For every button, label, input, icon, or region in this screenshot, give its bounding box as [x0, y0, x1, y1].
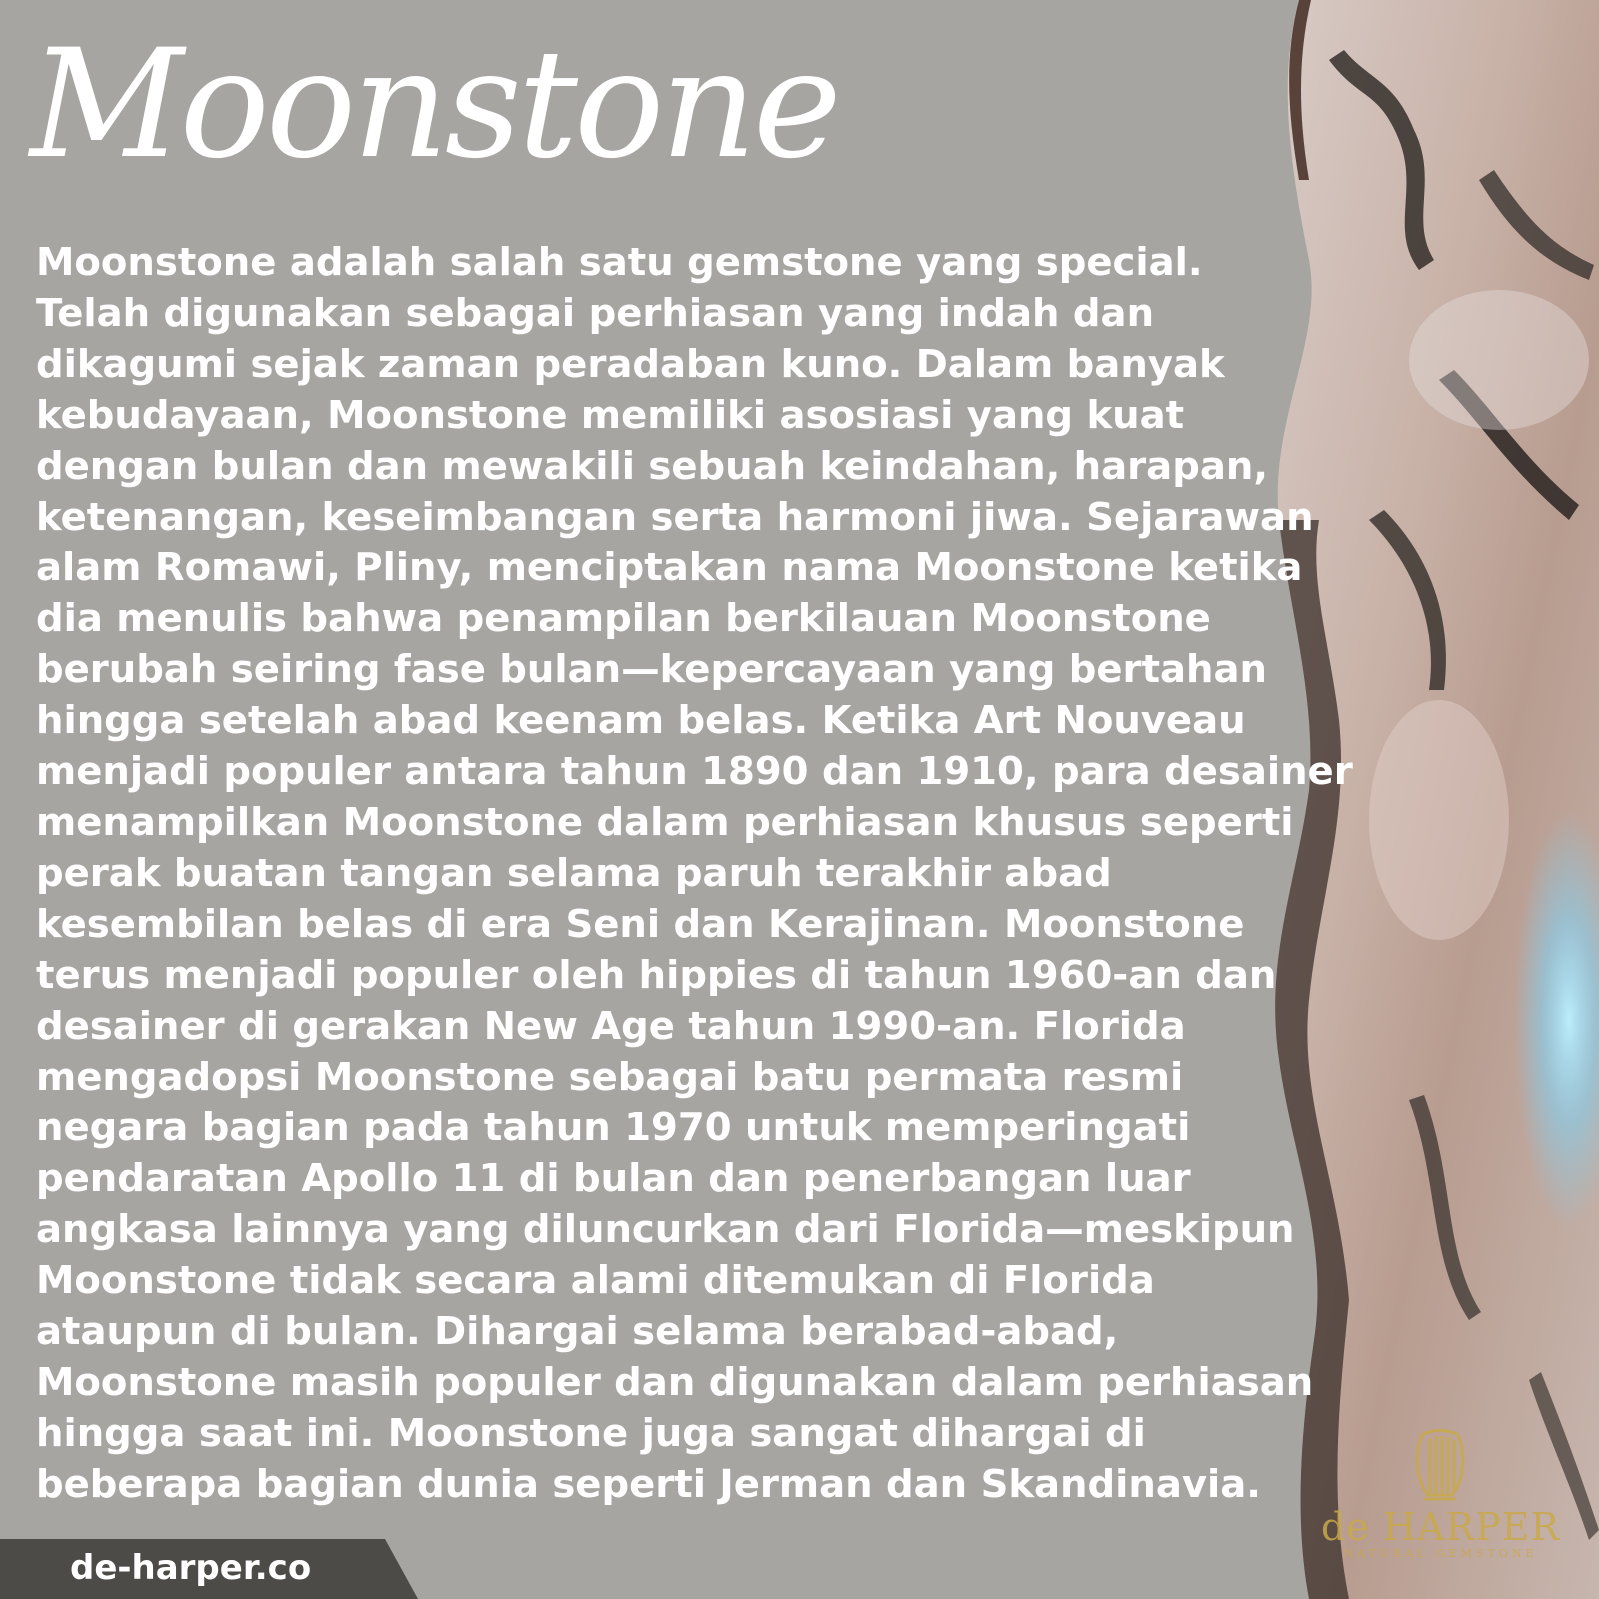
page-title: Moonstone	[30, 18, 838, 192]
moonstone-photo	[1269, 0, 1599, 1599]
body-text: Moonstone adalah salah satu gemstone yang special. Telah digunakan sebagai perhiasan yang indah dan dikagumi sejak zaman peradaban kuno. Dalam banyak kebudayaan, Moonstone memiliki asosiasi yang kuat dengan bulan dan mewakili sebuah keindahan, harapan, ketenangan, keseimbangan serta harmoni jiwa. Sejarawan alam Romawi, Pliny, menciptakan nama Moonstone ketika dia menulis bahwa penampilan berkilauan Moonstone berubah seiring fase bulan—kepercayaan yang bertahan hingga setelah abad keenam belas. Ketika Art Nouveau menjadi populer antara tahun 1890 dan 1910, para desainer menampilkan Moonstone dalam perhiasan khusus seperti perak buatan tangan selama paruh terakhir abad kesembilan belas di era Seni dan Kerajinan. Moonstone terus menjadi populer oleh hippies di tahun 1960-an dan desainer di gerakan New Age tahun 1990-an. Florida mengadopsi Moonstone sebagai batu permata resmi negara bagian pada tahun 1970 untuk memperingati pendaratan Apollo 11 di bulan dan penerbangan luar angkasa lainnya yang diluncurkan dari Florida—meskipun Moonstone tidak secara alami ditemukan di Florida ataupun di bulan. Dihargai selama berabad-abad, Moonstone masih populer dan digunakan dalam perhiasan hingga saat ini. Moonstone juga sangat dihargai di beberapa bagian dunia seperti Jerman dan Skandinavia.	[36, 240, 1353, 1507]
brand-logo	[1318, 1425, 1563, 1565]
logo-name: de HARPER	[1320, 1505, 1560, 1549]
logo-tagline: NATURAL GEMSTONE	[1343, 1547, 1538, 1560]
website-link[interactable]: de-harper.co	[70, 1548, 312, 1588]
harp-icon	[1410, 1425, 1470, 1503]
